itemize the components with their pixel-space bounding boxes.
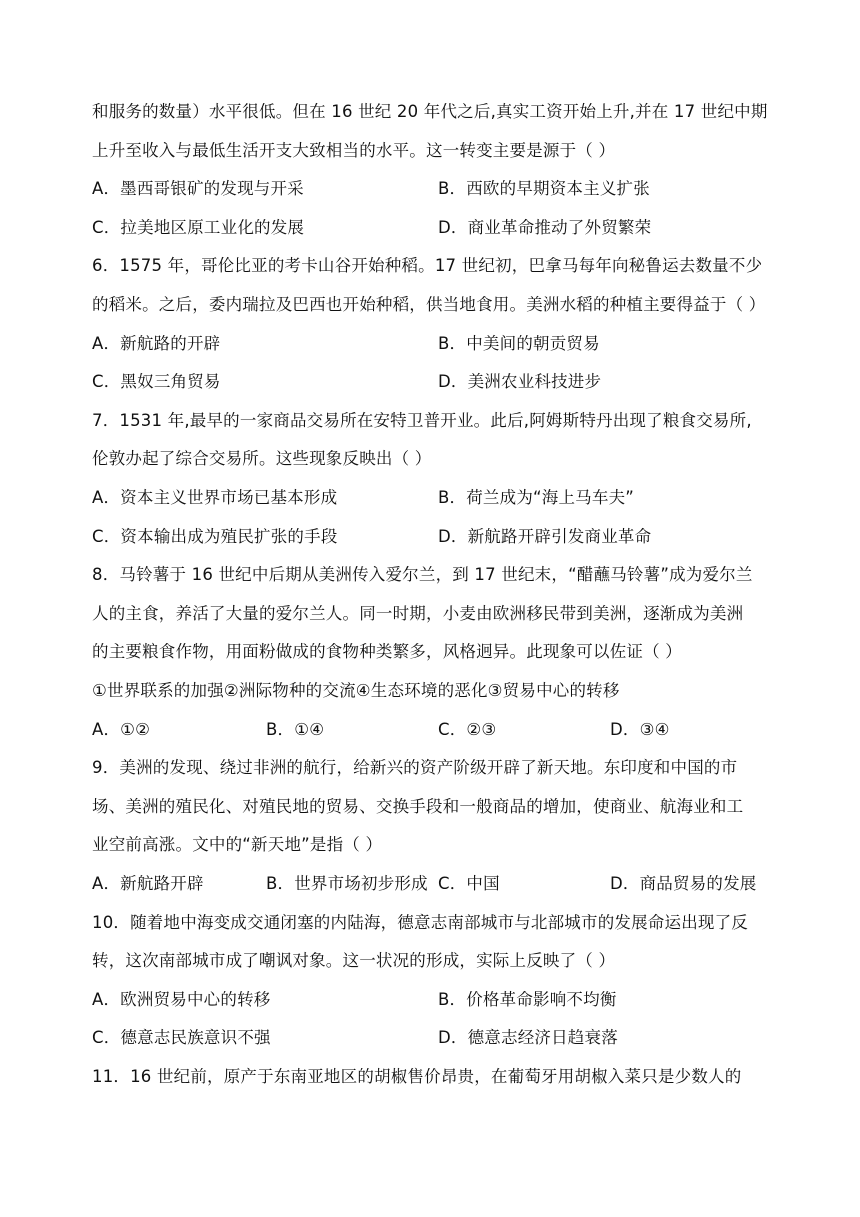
text-line: 9．美洲的发现、绕过非洲的航行，给新兴的资产阶级开辟了新天地。东印度和中国的市 [92, 758, 738, 777]
answer-option: D．德意志经济日趋衰落 [438, 1028, 618, 1047]
text-line: 6．1575 年，哥伦比亚的考卡山谷开始种稻。17 世纪初，巴拿马每年向秘鲁运去数量不少 [92, 256, 763, 275]
text-line: ①世界联系的加强②洲际物种的交流④生态环境的恶化③贸易中心的转移 [92, 681, 620, 700]
answer-option: D．商业革命推动了外贸繁荣 [438, 218, 652, 237]
text-line: 转，这次南部城市成了嘲讽对象。这一状况的形成，实际上反映了（ ） [92, 951, 616, 970]
text-line: 和服务的数量）水平很低。但在 16 世纪 20 年代之后,真实工资开始上升,并在 17 世纪中期 [92, 102, 768, 121]
text-line: 伦敦办起了综合交易所。这些现象反映出（ ） [92, 449, 432, 468]
answer-option: A．欧洲贸易中心的转移 [92, 990, 271, 1009]
answer-option: C．②③ [438, 720, 497, 739]
answer-option: D．新航路开辟引发商业革命 [438, 527, 652, 546]
answer-option: B．世界市场初步形成 [266, 874, 428, 893]
answer-option: C．德意志民族意识不强 [92, 1028, 271, 1047]
text-line: 人的主食，养活了大量的爱尔兰人。同一时期，小麦由欧洲移民带到美洲，逐渐成为美洲 [92, 604, 744, 623]
answer-option: C．资本输出成为殖民扩张的手段 [92, 527, 338, 546]
answer-option: A．①② [92, 720, 151, 739]
text-line: 场、美洲的殖民化、对殖民地的贸易、交换手段和一般商品的增加，使商业、航海业和工 [92, 797, 744, 816]
answer-option: A．资本主义世界市场已基本形成 [92, 488, 338, 507]
answer-option: A．墨西哥银矿的发现与开采 [92, 179, 304, 198]
text-line: 10．随着地中海变成交通闭塞的内陆海，德意志南部城市与北部城市的发展命运出现了反 [92, 913, 748, 932]
answer-option: D．美洲农业科技进步 [438, 372, 602, 391]
answer-option: C．中国 [438, 874, 500, 893]
text-line: 的主要粮食作物，用面粉做成的食物种类繁多，风格迥异。此现象可以佐证（ ） [92, 642, 682, 661]
text-line: 的稻米。之后，委内瑞拉及巴西也开始种稻，供当地食用。美洲水稻的种植主要得益于（ ） [92, 295, 766, 314]
answer-option: B．西欧的早期资本主义扩张 [438, 179, 650, 198]
answer-option: B．①④ [266, 720, 325, 739]
text-line: 业空前高涨。文中的“新天地”是指（ ） [92, 835, 383, 854]
answer-option: B．价格革命影响不均衡 [438, 990, 617, 1009]
answer-option: B．中美间的朝贡贸易 [438, 334, 600, 353]
answer-option: C．拉美地区原工业化的发展 [92, 218, 305, 237]
answer-option: A．新航路开辟 [92, 874, 204, 893]
answer-option: C．黑奴三角贸易 [92, 372, 221, 391]
text-line: 7．1531 年,最早的一家商品交易所在安特卫普开业。此后,阿姆斯特丹出现了粮食交易所, [92, 411, 752, 430]
answer-option: D．③④ [610, 720, 670, 739]
answer-option: D．商品贸易的发展 [610, 874, 757, 893]
answer-option: B．荷兰成为“海上马车夫” [438, 488, 635, 507]
answer-option: A．新航路的开辟 [92, 334, 221, 353]
text-line: 11．16 世纪前，原产于东南亚地区的胡椒售价昂贵，在葡萄牙用胡椒入菜只是少数人的 [92, 1067, 742, 1086]
text-line: 上升至收入与最低生活开支大致相当的水平。这一转变主要是源于（ ） [92, 141, 616, 160]
text-line: 8．马铃薯于 16 世纪中后期从美洲传入爱尔兰，到 17 世纪末，“醋蘸马铃薯”成为爱尔兰 [92, 565, 753, 584]
